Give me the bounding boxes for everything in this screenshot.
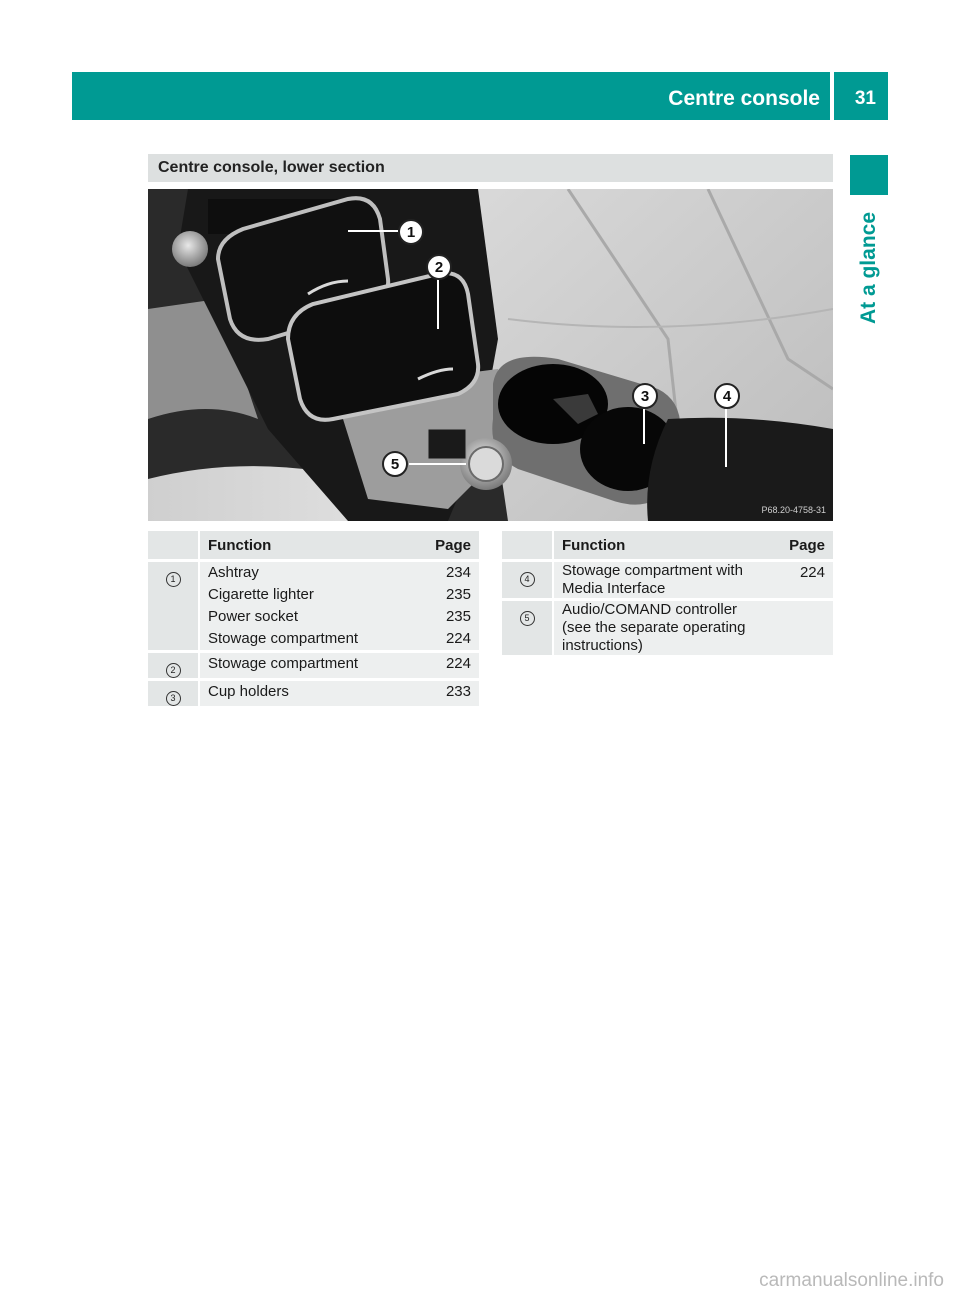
page-cell [781, 561, 833, 600]
page-cell [418, 561, 479, 652]
item-number-badge: 5 [520, 611, 535, 626]
page-ref: 235 [445, 586, 471, 603]
chapter-tab-marker [850, 155, 888, 195]
column-header-function: Function [199, 531, 418, 561]
section-title: Centre console, lower section [158, 159, 385, 176]
function-table-left [148, 531, 479, 709]
function-text: Cup holders [208, 683, 289, 700]
photo-reference-code: P68.20-4758-31 [761, 505, 826, 515]
row-number-cell [502, 600, 553, 657]
page-cell [781, 600, 833, 657]
header-section-title: Centre console [668, 87, 820, 110]
table-row [502, 561, 833, 600]
function-cell [199, 561, 418, 652]
function-cell [553, 561, 781, 600]
svg-text:5: 5 [390, 456, 400, 473]
column-header-function: Function [553, 531, 781, 561]
function-text: Power socket [208, 608, 299, 625]
svg-text:2: 2 [434, 259, 444, 276]
function-cell [553, 600, 781, 657]
callout-2 [427, 255, 451, 279]
row-number-cell [148, 561, 199, 652]
callout-1 [399, 220, 423, 244]
row-number-cell [148, 652, 199, 680]
centre-console-photo [148, 189, 833, 521]
chapter-side-label: At a glance [857, 211, 880, 325]
page-ref: 224 [445, 630, 471, 647]
table-row [148, 652, 479, 680]
function-text: Stowage compartment with [562, 562, 743, 579]
item-number-badge: 2 [166, 663, 181, 678]
page-cell [418, 652, 479, 680]
function-cell [199, 680, 418, 708]
page-ref: 224 [799, 564, 825, 581]
row-number-cell [502, 561, 553, 600]
item-number-badge: 4 [520, 572, 535, 587]
callout-4 [715, 384, 739, 408]
page-cell [418, 680, 479, 708]
function-text: Stowage compartment [208, 655, 359, 672]
page-number: 31 [854, 88, 876, 109]
function-cell [199, 652, 418, 680]
function-text: Media Interface [562, 580, 666, 597]
function-text: instructions) [562, 637, 643, 654]
section-heading-bar [148, 154, 833, 182]
svg-text:1: 1 [406, 224, 416, 241]
column-header-page: Page [418, 531, 479, 561]
centre-console-illustration [148, 189, 833, 521]
page-ref: 224 [445, 655, 471, 672]
running-header [72, 72, 888, 120]
function-text: Stowage compartment [208, 630, 359, 647]
function-text: Audio/COMAND controller [562, 601, 738, 618]
item-number-badge: 1 [166, 572, 181, 587]
table-row [148, 561, 479, 652]
callout-5 [383, 452, 407, 476]
function-text: (see the separate operating [562, 619, 746, 636]
table-row [502, 600, 833, 657]
column-header-page: Page [781, 531, 833, 561]
header-divider [830, 72, 834, 120]
callout-3 [633, 384, 657, 408]
watermark: carmanualsonline.info [759, 1270, 944, 1291]
table-row [148, 680, 479, 708]
function-table-right [502, 531, 833, 658]
column-header-number [148, 531, 199, 561]
page-ref [781, 619, 825, 641]
page-ref: 234 [445, 564, 471, 581]
item-number-badge: 3 [166, 691, 181, 706]
column-header-number [502, 531, 553, 561]
table-header-row [148, 531, 479, 561]
svg-text:4: 4 [722, 388, 732, 405]
function-text: Ashtray [208, 564, 259, 581]
table-header-row [502, 531, 833, 561]
function-text: Cigarette lighter [208, 586, 314, 603]
row-number-cell [148, 680, 199, 708]
svg-text:3: 3 [640, 388, 650, 405]
page-ref: 235 [445, 608, 471, 625]
page-ref: 233 [445, 683, 471, 700]
